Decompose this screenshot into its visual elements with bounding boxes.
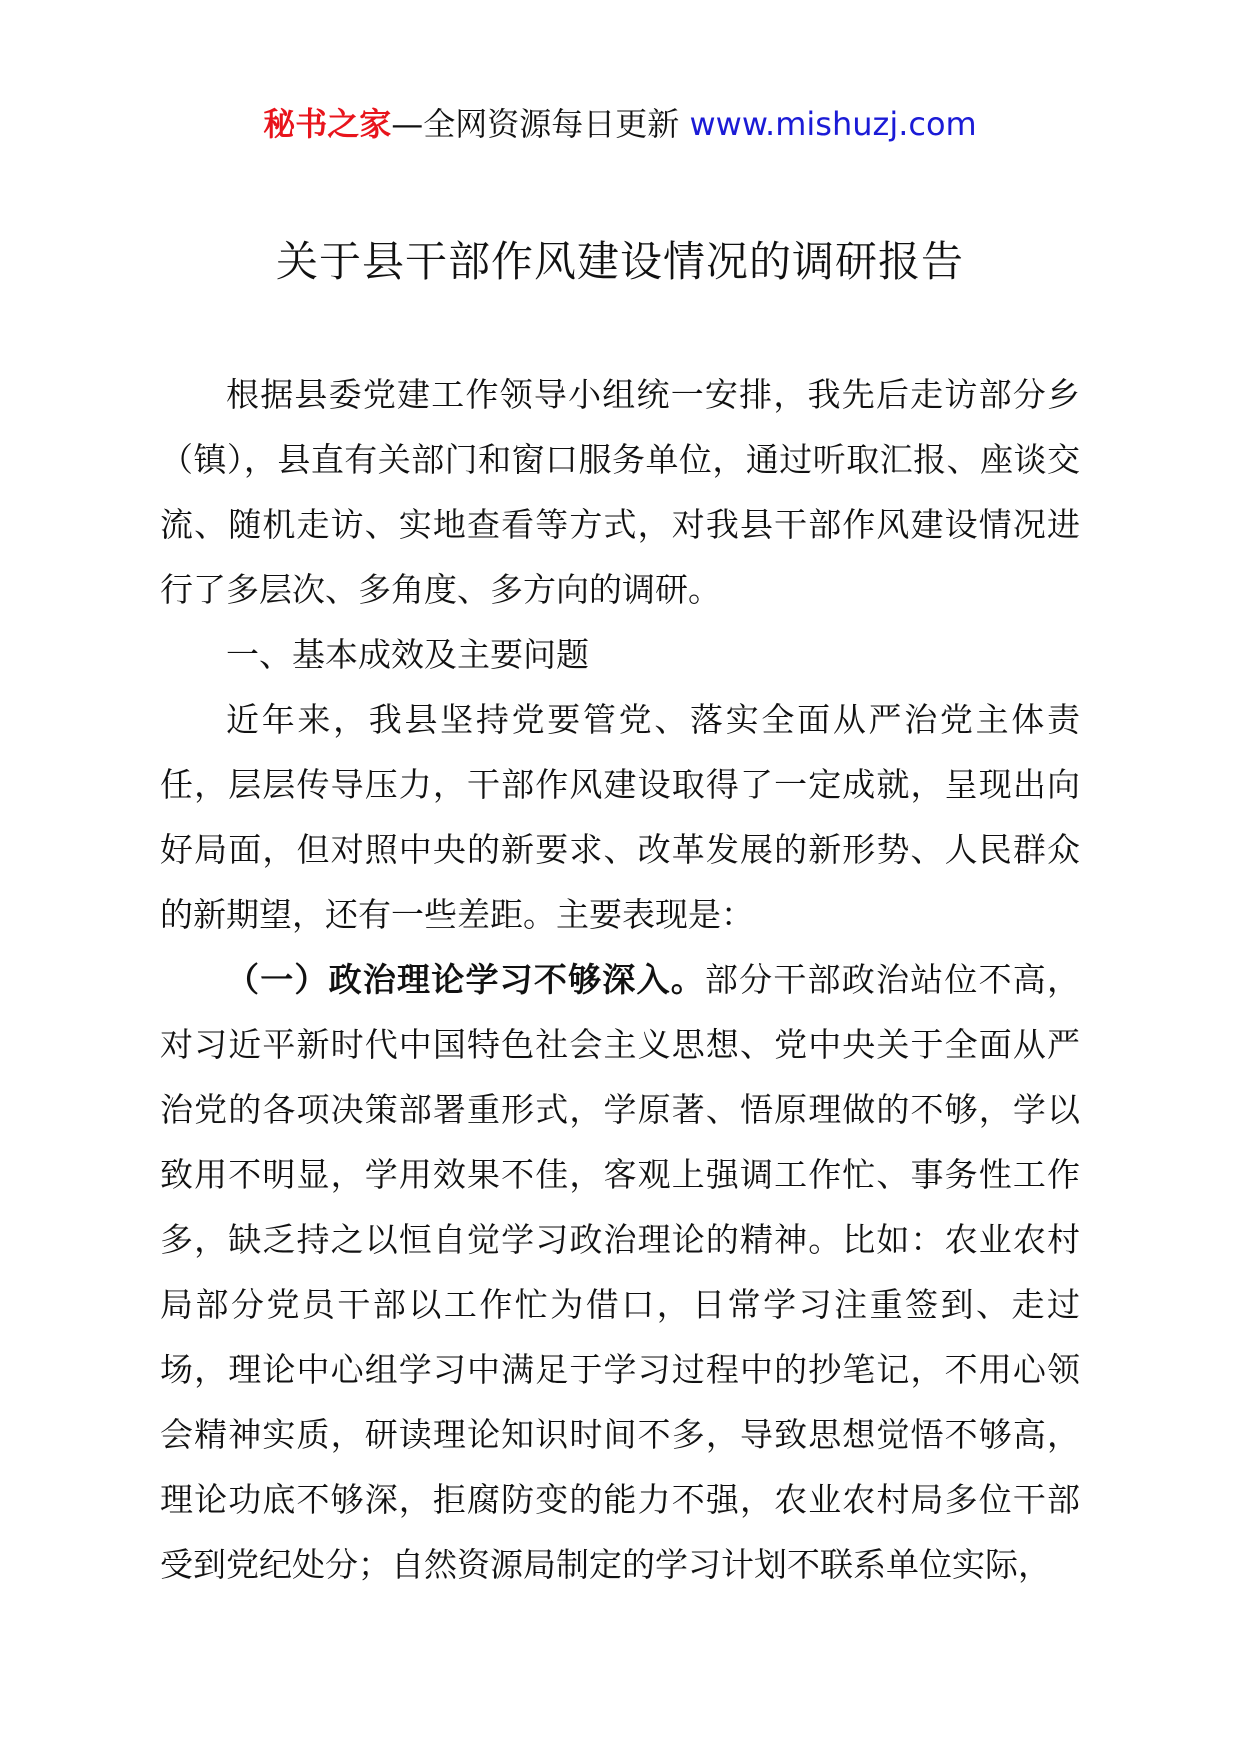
intro-paragraph: 根据县委党建工作领导小组统一安排，我先后走访部分乡（镇），县直有关部门和窗口服务单位，通过听取汇报、座谈交流、随机走访、实地查看等方式，对我县干部作风建设情况进行了多层次、多角度、多方向的调研。	[160, 375, 1080, 609]
section-heading: 一、基本成效及主要问题	[226, 635, 589, 674]
point-one-heading: （一）政治理论学习不够深入。	[226, 960, 705, 999]
site-banner	[0, 104, 1240, 144]
brand-name: 秘书之家	[263, 105, 392, 143]
document-body	[160, 362, 1080, 1597]
overview-paragraph: 近年来，我县坚持党要管党、落实全面从严治党主体责任，层层传导压力，干部作风建设取得了一定成就，呈现出向好局面，但对照中央的新要求、改革发展的新形势、人民群众的新期望，还有一些差距。主要表现是：	[160, 700, 1080, 934]
site-url-link[interactable]: www.mishuzj.com	[689, 105, 977, 143]
banner-tagline: —全网资源每日更新	[391, 105, 690, 143]
point-one-paragraph	[160, 947, 1080, 1597]
point-one-text: 部分干部政治站位不高，对习近平新时代中国特色社会主义思想、党中央关于全面从严治党的各项决策部署重形式，学原著、悟原理做的不够，学以致用不明显，学用效果不佳，客观上强调工作忙、事务性工作多，缺乏持之以恒自觉学习政治理论的精神。比如：农业农村局部分党员干部以工作忙为借口，日常学习注重签到、走过场，理论中心组学习中满足于学习过程中的抄笔记，不用心领会精神实质，研读理论知识时间不多，导致思想觉悟不够高，理论功底不够深，拒腐防变的能力不强，农业农村局多位干部受到党纪处分；自然资源局制定的学习计划不联系单位实际，	[160, 960, 1081, 1584]
document-title: 关于县干部作风建设情况的调研报告	[275, 237, 964, 286]
